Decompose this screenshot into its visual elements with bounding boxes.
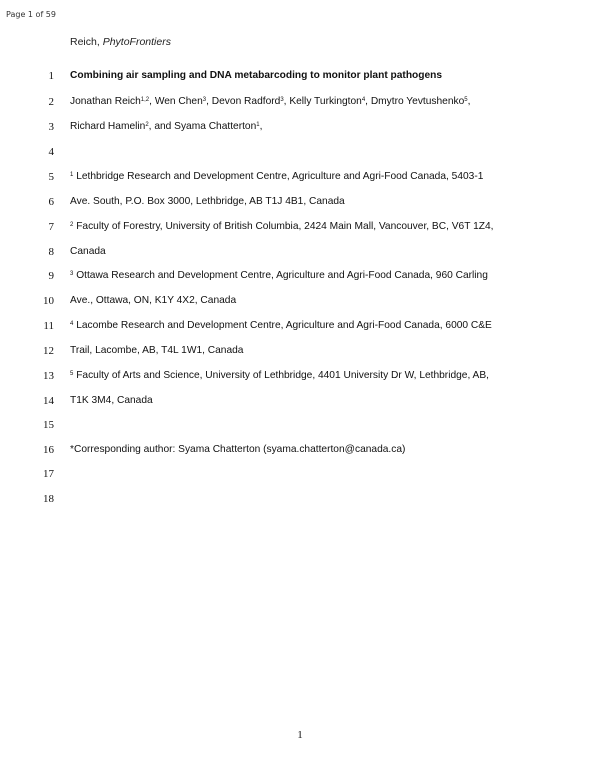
affiliation-text: T1K 3M4, Canada — [70, 395, 153, 406]
line-number: 1 — [48, 70, 54, 82]
line-number: 10 — [43, 295, 54, 307]
author-name: Kelly Turkington — [289, 96, 362, 107]
line-number: 16 — [43, 444, 54, 456]
line-number: 15 — [43, 419, 54, 431]
page-counter: Page 1 of 59 — [6, 10, 56, 19]
line-number: 11 — [43, 320, 54, 332]
author-affiliation: 3 — [280, 97, 284, 103]
affiliation-marker: 5 — [70, 371, 74, 377]
paper-title: Combining air sampling and DNA metabarcoding to monitor plant pathogens — [70, 70, 443, 81]
line-number: 13 — [43, 370, 54, 382]
running-head-author: Reich, — [70, 36, 103, 48]
author-name: Richard Hamelin — [70, 121, 146, 132]
line-number: 2 — [48, 96, 54, 108]
running-head — [70, 36, 171, 48]
author-affiliation: 3 — [202, 97, 207, 103]
affiliation-text: $^2$ Faculty of Forestry, University of British Columbia, 2424 Main Mall, Vancouver, BC, V6T 1Z4, — [70, 221, 494, 232]
author-name: Syama Chatterton — [174, 121, 257, 132]
author-name: Dmytro Yevtushenko — [370, 96, 465, 107]
author-list: Richard Hamelin$^2$, and Syama Chatterton$^1$, — [70, 121, 263, 132]
affiliation-text: $^5$ Faculty of Arts and Science, University of Lethbridge, 4401 University Dr W, Lethbridge, AB, — [70, 370, 489, 381]
line-number: 12 — [43, 345, 54, 357]
line-number: 17 — [43, 468, 54, 480]
affiliation-text: $^4$ Lacombe Research and Development Centre, Agriculture and Agri-Food Canada, 6000 C&E — [70, 320, 492, 331]
affiliation-text: $^1$ Lethbridge Research and Development Centre, Agriculture and Agri-Food Canada, 5403-1 — [70, 171, 484, 182]
line-number: 6 — [48, 196, 54, 208]
line-number: 18 — [43, 493, 54, 505]
author-list: Jonathan Reich$^{1,2}$, Wen Chen$^3$, Devon Radford$^3$, Kelly Turkington$^4$, Dmytro Yevtushenko$^5$, — [70, 96, 471, 107]
line-number: 7 — [48, 221, 54, 233]
running-head-journal: PhytoFrontiers — [102, 36, 171, 48]
affiliation-text: Trail, Lacombe, AB, T4L 1W1, Canada — [70, 345, 244, 356]
affiliation-marker: 2 — [70, 222, 74, 228]
line-number: 3 — [48, 121, 54, 133]
affiliation-marker: 4 — [70, 321, 74, 327]
author-name: Devon Radford — [211, 96, 281, 107]
line-number: 5 — [48, 171, 54, 183]
affiliation-text: Canada — [70, 246, 106, 257]
author-name: Wen Chen — [154, 96, 203, 107]
affiliation-text: Ave., Ottawa, ON, K1Y 4X2, Canada — [70, 295, 237, 306]
affiliation-text: Ave. South, P.O. Box 3000, Lethbridge, AB T1J 4B1, Canada — [70, 196, 345, 207]
affiliation-marker: 3 — [70, 271, 74, 277]
author-affiliation: 1 — [256, 122, 260, 128]
affiliation-marker: 1 — [70, 172, 74, 178]
line-number: 9 — [48, 270, 54, 282]
affiliation-text: $^3$ Ottawa Research and Development Centre, Agriculture and Agri-Food Canada, 960 Carling — [70, 270, 488, 281]
corresponding-author: *Corresponding author: Syama Chatterton (syama.chatterton@canada.ca) — [70, 444, 406, 455]
line-number: 14 — [43, 395, 54, 407]
author-affiliation: 1,2 — [140, 97, 150, 103]
author-affiliation: 2 — [145, 122, 149, 128]
line-number: 8 — [48, 246, 54, 258]
line-number: 4 — [48, 146, 54, 158]
author-name: Jonathan Reich — [70, 96, 141, 107]
author-affiliation: 5 — [464, 97, 468, 103]
page-number: 1 — [297, 729, 303, 741]
author-affiliation: 4 — [361, 97, 366, 103]
